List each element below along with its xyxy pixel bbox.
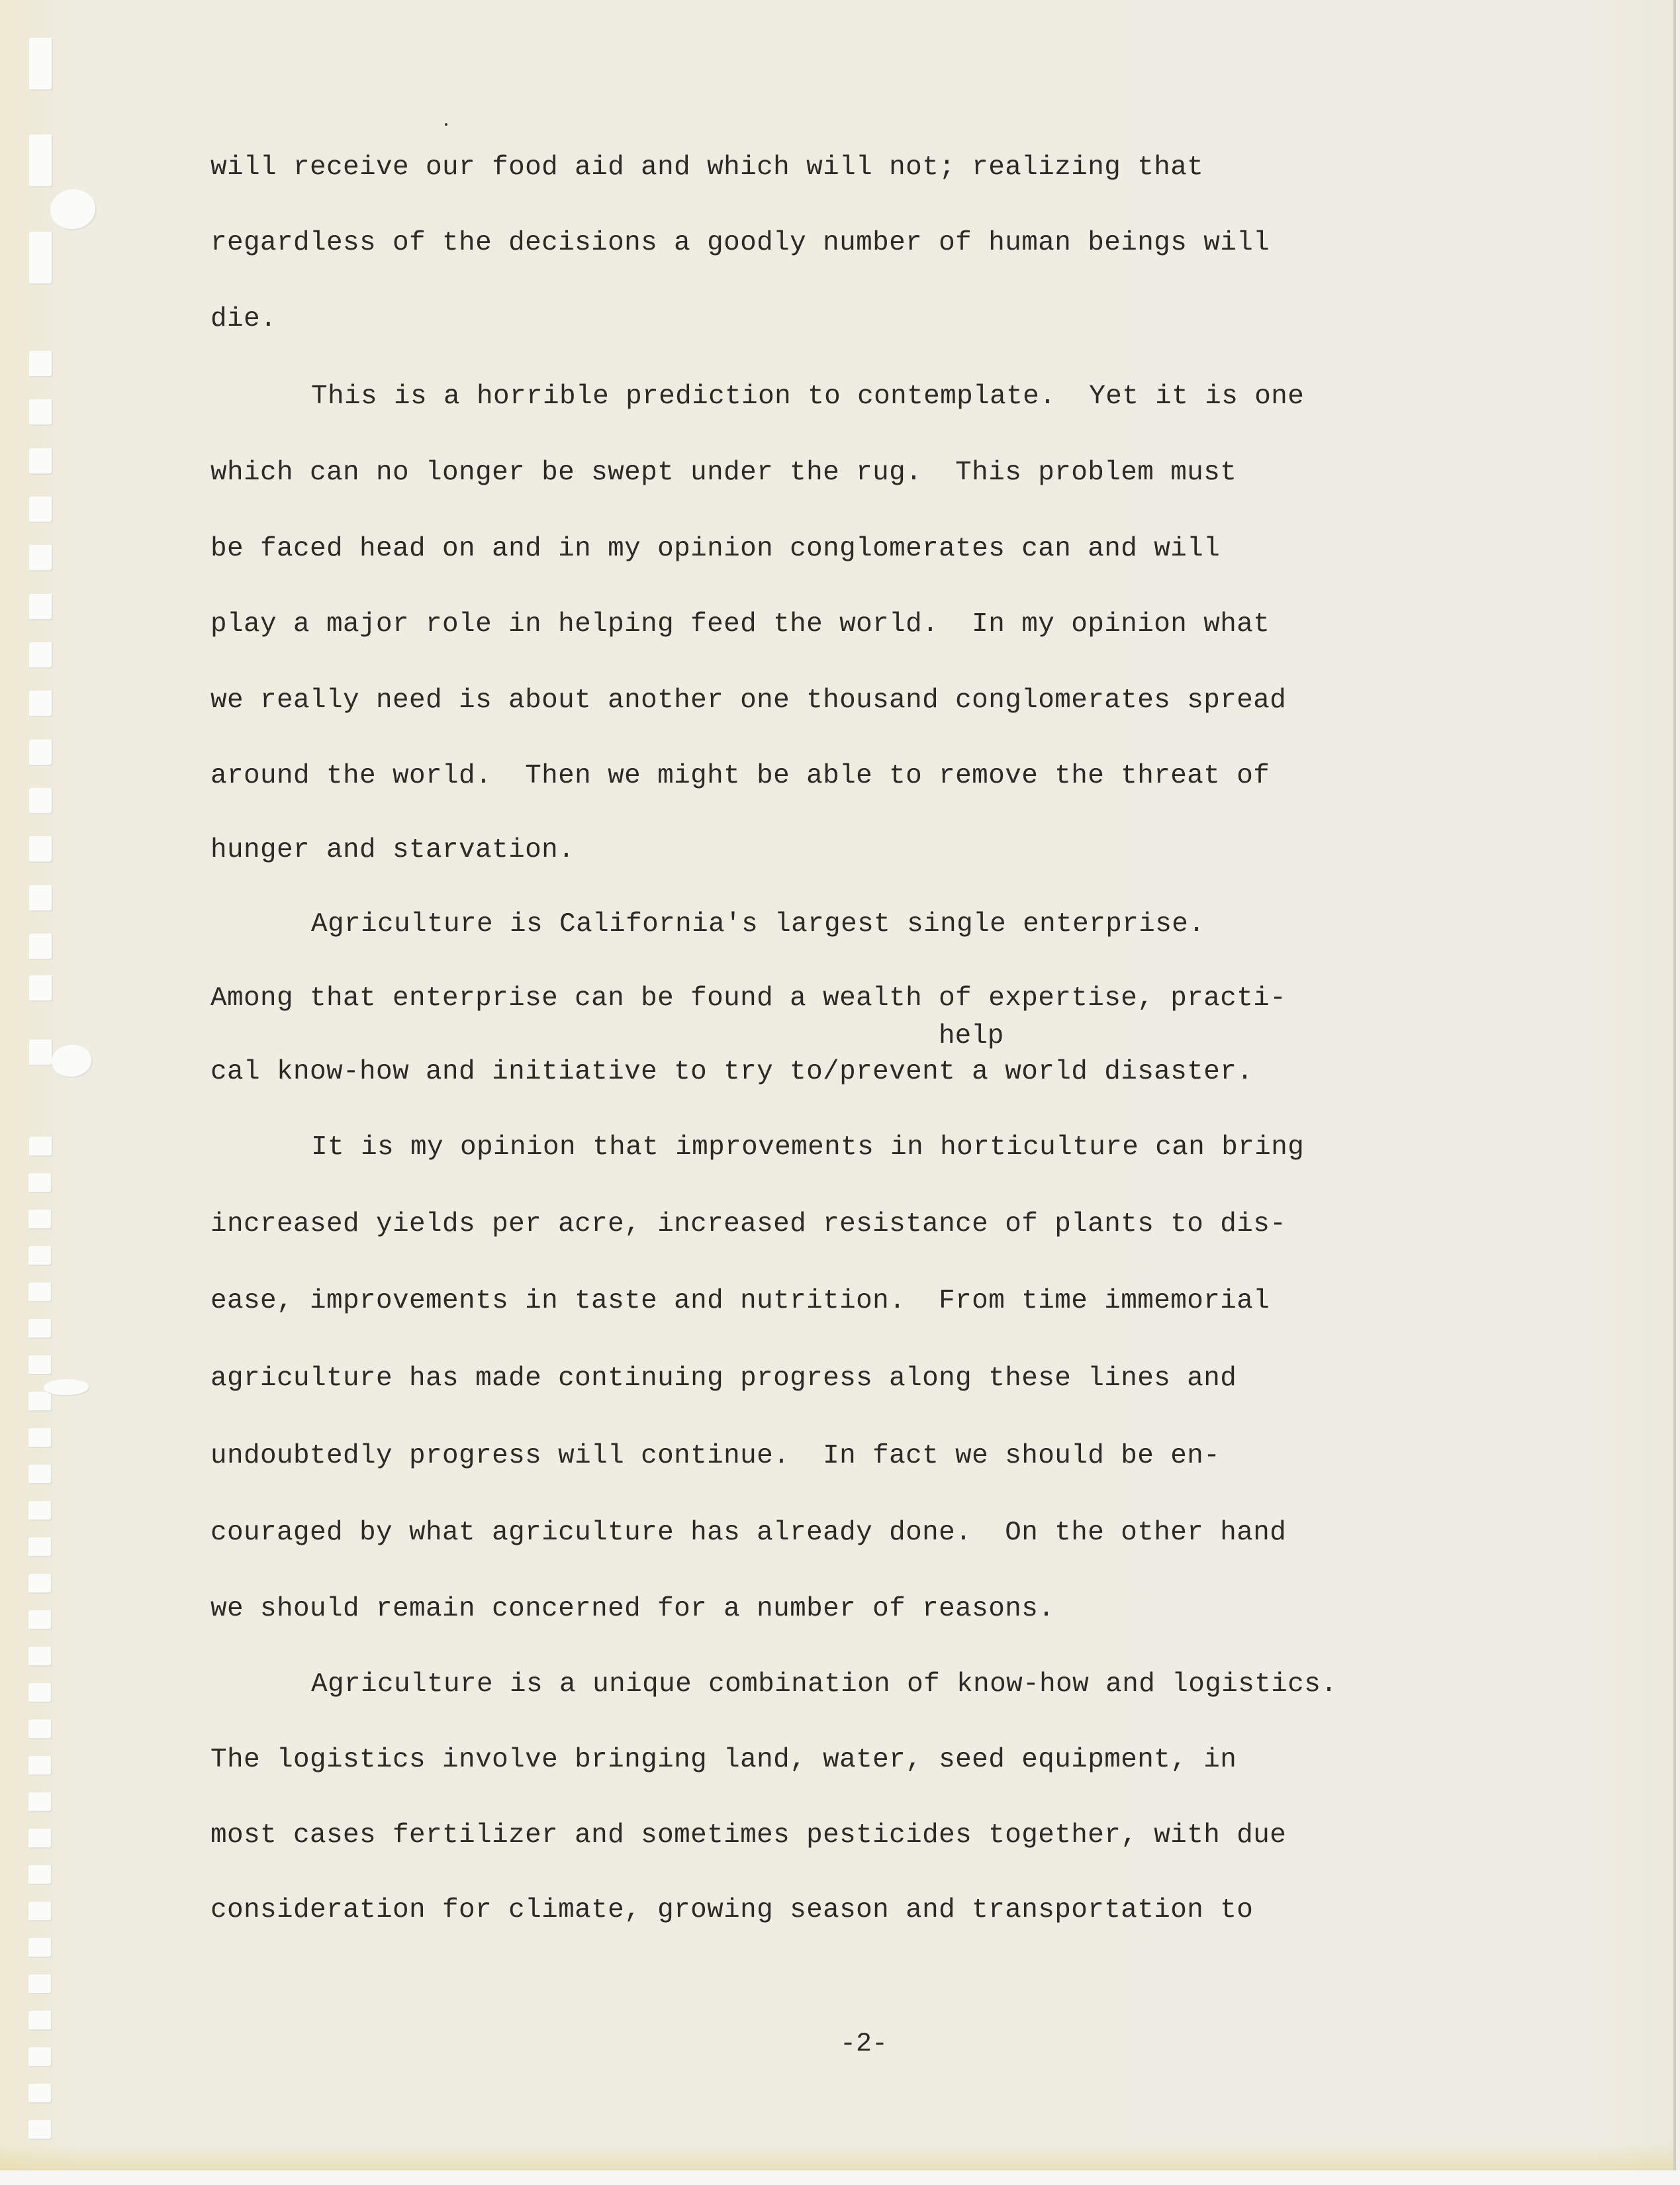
binding-hole — [28, 1829, 52, 1849]
text-line: agriculture has made continuing progress along these lines and — [210, 1363, 1237, 1394]
binding-hole — [29, 399, 53, 426]
text-line: cal know-how and initiative to try to/prevent a world disaster. — [210, 1057, 1254, 1087]
binding-hole — [28, 2047, 52, 2067]
binding-hole — [28, 1720, 52, 1739]
text-line: most cases fertilizer and sometimes pesticides together, with due — [210, 1820, 1287, 1851]
text-line: will receive our food aid and which will not; realizing that — [210, 152, 1204, 183]
binding-hole — [28, 1647, 52, 1667]
text-line: regardless of the decisions a goodly number of human beings will — [210, 228, 1270, 258]
binding-hole — [28, 1610, 52, 1630]
paragraph-start: Agriculture is a unique combination of know-how and logistics. — [311, 1669, 1338, 1700]
binding-hole — [29, 448, 53, 475]
text-line: Among that enterprise can be found a wealth of expertise, practi- — [210, 983, 1287, 1014]
text-line: The logistics involve bringing land, water, seed equipment, in — [210, 1745, 1237, 1775]
binding-hole — [28, 1756, 52, 1776]
binding-hole — [29, 497, 53, 523]
binding-hole — [29, 885, 53, 912]
binding-hole — [29, 594, 53, 620]
text-line: die. — [210, 304, 277, 334]
binding-hole — [28, 1865, 52, 1885]
text-line: around the world. Then we might be able to remove the threat of — [210, 761, 1270, 791]
text-line: hunger and starvation. — [210, 835, 575, 865]
binding-hole — [29, 788, 53, 814]
paragraph-start: This is a horrible prediction to contemplate. Yet it is one — [311, 381, 1305, 412]
scan-background — [0, 2170, 1680, 2185]
binding-hole — [28, 1246, 52, 1266]
paragraph-start: Agriculture is California's largest single enterprise. — [311, 909, 1205, 940]
binding-hole — [28, 1355, 52, 1375]
binding-hole — [29, 975, 53, 1002]
text-line: increased yields per acre, increased resistance of plants to dis- — [210, 1209, 1287, 1239]
binding-hole — [28, 1173, 52, 1193]
binding-hole — [28, 1974, 52, 1994]
binding-hole — [28, 2120, 52, 2140]
binding-hole — [29, 836, 53, 863]
text-line: couraged by what agriculture has already done. On the other hand — [210, 1518, 1287, 1548]
binding-hole — [28, 1465, 52, 1484]
binding-hole — [28, 1537, 52, 1557]
binding-hole — [29, 1040, 53, 1066]
text-line: be faced head on and in my opinion conglomerates can and will — [210, 534, 1221, 564]
binding-hole — [28, 2011, 52, 2031]
binding-hole — [28, 1392, 52, 1412]
interlinear-insertion: help — [939, 1021, 1004, 1051]
ink-speck — [445, 123, 447, 126]
binding-hole — [28, 1902, 52, 1921]
binding-hole — [28, 1938, 52, 1958]
binding-hole — [29, 134, 53, 187]
binding-hole — [28, 1283, 52, 1302]
paper-edge-stain — [0, 2144, 1673, 2170]
binding-hole — [28, 1319, 52, 1339]
binding-hole — [28, 1501, 52, 1521]
text-line: undoubtedly progress will continue. In fact we should be en- — [210, 1441, 1221, 1471]
binding-hole — [29, 232, 53, 285]
binding-hole — [28, 1210, 52, 1230]
binding-hole — [28, 2084, 52, 2104]
paragraph-start: It is my opinion that improvements in horticulture can bring — [311, 1132, 1305, 1163]
binding-hole — [29, 934, 53, 960]
binding-hole — [29, 740, 53, 766]
text-line: play a major role in helping feed the world. In my opinion what — [210, 609, 1270, 640]
text-line: we really need is about another one thousand conglomerates spread — [210, 685, 1287, 716]
binding-hole — [29, 545, 53, 571]
binding-hole — [29, 1137, 53, 1157]
binding-hole-round — [52, 1045, 93, 1078]
binding-hole — [29, 691, 53, 717]
binding-hole — [28, 1792, 52, 1812]
binding-hole — [29, 351, 53, 377]
binding-hole — [29, 642, 53, 669]
text-line: ease, improvements in taste and nutrition. From time immemorial — [210, 1286, 1270, 1316]
binding-hole-round — [50, 189, 97, 230]
binding-hole-round — [44, 1379, 90, 1396]
binding-hole — [28, 1574, 52, 1594]
binding-hole — [29, 38, 53, 91]
binding-hole — [28, 1683, 52, 1703]
text-line: we should remain concerned for a number of reasons. — [210, 1594, 1055, 1624]
binding-hole — [28, 1428, 52, 1448]
page-number: -2- — [840, 2029, 888, 2059]
text-line: consideration for climate, growing season and transportation to — [210, 1895, 1254, 1925]
text-line: which can no longer be swept under the rug. This problem must — [210, 458, 1237, 488]
